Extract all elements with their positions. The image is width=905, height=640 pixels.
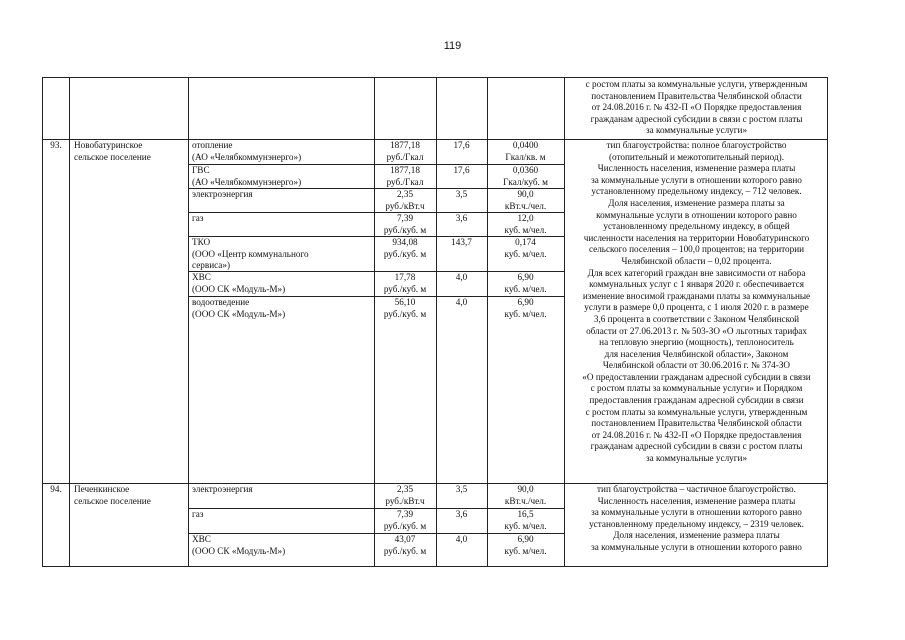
row-93-tariff-electricity: 2,35 руб./кВт.ч — [385, 189, 425, 211]
row-94-tariff-electricity: 2,35 руб./кВт.ч — [385, 484, 425, 506]
row-93-growth-heating: 17,6 — [453, 140, 470, 150]
row-93-norm-electricity: 90,0 кВт.ч./чел. — [504, 189, 547, 211]
row-94-number: 94. — [50, 484, 62, 494]
row-94-norm-cold-water: 6,90 куб. м/чел. — [504, 534, 547, 556]
top-continuation-note: с ростом платы за коммунальные услуги, утвержденным постановлением Правительства Челябинской области от 24.08.2016 г. № 432-П «О Порядке предоставления гражданам адресной субсидии в связи с ростом платы за коммунальные услуги» — [585, 79, 808, 136]
row-94-service-gas: газ — [192, 509, 204, 519]
row-93-service-cold-water: ХВС (ООО СК «Модуль-М») — [192, 272, 286, 294]
row-93-growth-electricity: 3,5 — [455, 189, 468, 199]
row-93-norm-heating: 0,0400 Гкал/кв. м — [505, 140, 546, 162]
row-93-norm-cold-water: 6,90 куб. м/чел. — [504, 272, 547, 294]
row-94-tariff-gas: 7,39 руб./куб. м — [383, 509, 427, 531]
row-94-tariff-cold-water: 43,07 руб./куб. м — [383, 534, 427, 556]
row-93-norm-hot-water: 0,0360 Гкал/куб. м — [503, 165, 548, 187]
row-94-growth-cold-water: 4,0 — [455, 534, 468, 544]
row-94-service-cold-water: ХВС (ООО СК «Модуль-М») — [192, 534, 286, 556]
row-93-service-hot-water: ГВС (АО «Челябкоммунэнерго») — [192, 165, 302, 187]
row-93-growth-waste: 143,7 — [451, 237, 472, 247]
row-94-growth-electricity: 3,5 — [455, 484, 468, 494]
row-94-service-electricity: электроэнергия — [192, 484, 253, 494]
row-93-note: тип благоустройства: полное благоустройство (отопительный и межотопительный период). Численность населения, изменение размера платы за коммунальные услуги в отношении которого равно установленному предельному индексу, – 712 человек. Доля населения, изменение размера платы за коммунальные услуги в отношении которого равно установленному предельному индексу, в общей численности населения на территории Новобатуринского сельского поселения – 100,0 процентов; на территории Челябинской области – 0,02 процента. Для всех категорий граждан вне зависимости от набора коммунальных услуг с 1 января 2020 г. обеспечивается изменение вносимой гражданами платы за коммунальные услуги в размере 0,0 процента, с 1 июля 2020 г. в размере 3,6 процента в соответствии с Законом Челябинской области от 27.06.2013 г. № 503-ЗО «О льготных тарифах на тепловую энергию (мощность), теплоноситель для населения Челябинской области», Законом Челябинской области от 30.06.2016 г. № 374-ЗО «О предоставлении гражданам адресной субсидии в связи с ростом платы за коммунальные услуги» и Порядком предоставления гражданам адресной субсидии в связи с ростом платы за коммунальные услуги, утвержденным постановлением Правительства Челябинской области от 24.08.2016 г. № 432-П «О Порядке предоставления гражданам адресной субсидии в связи с ростом платы за коммунальные услуги» — [582, 140, 811, 464]
row-93-service-waste: ТКО (ООО «Центр коммунального сервиса») — [192, 237, 309, 271]
row-93-norm-waste: 0,174 куб. м/чел. — [504, 237, 547, 259]
row-93-service-sewerage: водоотведение (ООО СК «Модуль-М») — [192, 297, 286, 319]
row-93-tariff-gas: 7,39 руб./куб. м — [383, 213, 427, 235]
row-93-service-electricity: электроэнергия — [192, 189, 253, 199]
row-94-settlement: Печенкинское сельское поселение — [74, 484, 151, 506]
row-93-tariff-heating: 1877,18 руб./Гкал — [386, 140, 424, 162]
row-93-norm-gas: 12,0 куб. м/чел. — [504, 213, 547, 235]
row-93-growth-gas: 3,6 — [455, 213, 468, 223]
row-94-norm-electricity: 90,0 кВт.ч./чел. — [504, 484, 547, 506]
row-93-growth-hot-water: 17,6 — [453, 165, 470, 175]
tariff-table — [42, 77, 828, 567]
row-93-number: 93. — [50, 140, 62, 150]
row-93-tariff-sewerage: 56,10 руб./куб. м — [383, 297, 427, 319]
page-number: 119 — [443, 40, 462, 52]
row-93-growth-sewerage: 4,0 — [455, 297, 468, 307]
row-94-norm-gas: 16,5 куб. м/чел. — [504, 509, 547, 531]
row-93-norm-sewerage: 6,90 куб. м/чел. — [504, 297, 547, 319]
row-94-note: тип благоустройства – частичное благоустройство. Численность населения, изменение размера платы за коммунальные услуги в отношении которого равно установленному предельному индексу, – 2319 человек. Доля населения, изменение размера платы за коммунальные услуги в отношении которого равно — [589, 484, 804, 552]
row-93-service-gas: газ — [192, 213, 204, 223]
row-93-settlement: Новобатуринское сельское поселение — [74, 140, 151, 162]
row-93-growth-cold-water: 4,0 — [455, 272, 468, 282]
row-93-tariff-waste: 934,08 руб./куб. м — [383, 237, 427, 259]
row-94-growth-gas: 3,6 — [455, 509, 468, 519]
row-93-service-heating: отопление (АО «Челябкоммунэнерго») — [192, 140, 302, 162]
row-93-tariff-cold-water: 17,78 руб./куб. м — [383, 272, 427, 294]
row-93-tariff-hot-water: 1877,18 руб./Гкал — [386, 165, 424, 187]
